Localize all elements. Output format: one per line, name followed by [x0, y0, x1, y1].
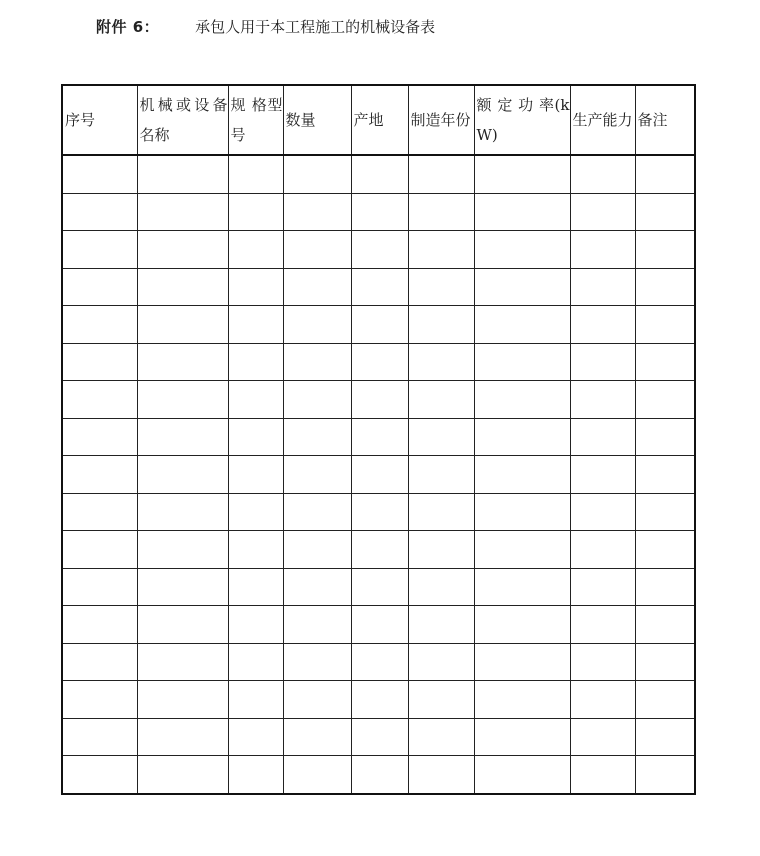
table-cell[interactable]	[62, 268, 137, 306]
table-body	[62, 155, 695, 794]
table-cell[interactable]	[137, 306, 228, 344]
table-cell[interactable]	[408, 568, 474, 606]
table-cell[interactable]	[62, 718, 137, 756]
table-cell[interactable]	[137, 643, 228, 681]
table-cell[interactable]	[283, 155, 351, 193]
table-cell[interactable]	[137, 193, 228, 231]
table-cell[interactable]	[283, 343, 351, 381]
table-cell[interactable]	[283, 756, 351, 794]
table-cell[interactable]	[474, 193, 570, 231]
table-cell[interactable]	[474, 493, 570, 531]
table-row	[62, 155, 695, 193]
table-cell[interactable]	[570, 343, 635, 381]
table-cell[interactable]	[228, 606, 283, 644]
table-cell[interactable]	[283, 531, 351, 569]
table-cell[interactable]	[283, 606, 351, 644]
table-cell[interactable]	[62, 418, 137, 456]
table-cell[interactable]	[570, 193, 635, 231]
table-cell[interactable]	[62, 531, 137, 569]
attachment-label: 附件 6：	[96, 17, 160, 36]
table-row	[62, 718, 695, 756]
table-cell[interactable]	[351, 231, 408, 269]
column-header-rated-power: 额 定 功 率(kW)	[474, 85, 570, 155]
table-cell[interactable]	[408, 306, 474, 344]
table-cell[interactable]	[635, 531, 695, 569]
table-row	[62, 381, 695, 419]
table-cell[interactable]	[62, 193, 137, 231]
column-header-equipment-name: 机械或设备名称	[137, 85, 228, 155]
table-cell[interactable]	[570, 381, 635, 419]
table-row	[62, 756, 695, 794]
table-cell[interactable]	[474, 343, 570, 381]
table-cell[interactable]	[137, 381, 228, 419]
table-row	[62, 493, 695, 531]
table-cell[interactable]	[228, 343, 283, 381]
column-header-capacity: 生产能力	[570, 85, 635, 155]
table-cell[interactable]	[228, 493, 283, 531]
table-cell[interactable]	[408, 681, 474, 719]
table-cell[interactable]	[408, 493, 474, 531]
table-cell[interactable]	[474, 231, 570, 269]
table-cell[interactable]	[62, 306, 137, 344]
table-cell[interactable]	[351, 531, 408, 569]
column-header-quantity: 数量	[283, 85, 351, 155]
table-cell[interactable]	[351, 756, 408, 794]
table-cell[interactable]	[351, 718, 408, 756]
table-cell[interactable]	[137, 343, 228, 381]
table-row	[62, 643, 695, 681]
table-cell[interactable]	[408, 531, 474, 569]
table-cell[interactable]	[228, 456, 283, 494]
table-cell[interactable]	[408, 456, 474, 494]
table-cell[interactable]	[283, 456, 351, 494]
table-cell[interactable]	[228, 643, 283, 681]
table-header-row	[62, 85, 695, 155]
table-cell[interactable]	[635, 231, 695, 269]
table-cell[interactable]	[408, 231, 474, 269]
table-cell[interactable]	[62, 606, 137, 644]
table-row	[62, 531, 695, 569]
table-cell[interactable]	[228, 381, 283, 419]
table-cell[interactable]	[635, 456, 695, 494]
table-name: 承包人用于本工程施工的机械设备表	[195, 17, 436, 36]
column-header-spec-model: 规 格型号	[228, 85, 283, 155]
table-cell[interactable]	[570, 231, 635, 269]
table-cell[interactable]	[228, 306, 283, 344]
table-cell[interactable]	[283, 231, 351, 269]
table-cell[interactable]	[62, 456, 137, 494]
table-cell[interactable]	[408, 268, 474, 306]
table-cell[interactable]	[228, 155, 283, 193]
table-cell[interactable]	[62, 568, 137, 606]
table-cell[interactable]	[137, 531, 228, 569]
table-cell[interactable]	[351, 193, 408, 231]
table-cell[interactable]	[635, 193, 695, 231]
table-cell[interactable]	[635, 568, 695, 606]
table-cell[interactable]	[351, 381, 408, 419]
table-cell[interactable]	[570, 268, 635, 306]
table-cell[interactable]	[408, 643, 474, 681]
table-cell[interactable]	[570, 606, 635, 644]
table-cell[interactable]	[570, 418, 635, 456]
table-row	[62, 268, 695, 306]
column-header-remarks: 备注	[635, 85, 695, 155]
table-cell[interactable]	[474, 381, 570, 419]
table-cell[interactable]	[283, 681, 351, 719]
table-row	[62, 343, 695, 381]
table-cell[interactable]	[635, 306, 695, 344]
table-cell[interactable]	[351, 568, 408, 606]
table-cell[interactable]	[228, 568, 283, 606]
table-cell[interactable]	[408, 343, 474, 381]
column-header-manufacture-year: 制造年份	[408, 85, 474, 155]
table-row	[62, 231, 695, 269]
table-cell[interactable]	[635, 155, 695, 193]
table-cell[interactable]	[635, 381, 695, 419]
table-cell[interactable]	[474, 155, 570, 193]
table-cell[interactable]	[474, 268, 570, 306]
table-cell[interactable]	[137, 456, 228, 494]
table-cell[interactable]	[62, 756, 137, 794]
table-cell[interactable]	[635, 718, 695, 756]
table-cell[interactable]	[351, 155, 408, 193]
table-cell[interactable]	[351, 343, 408, 381]
table-cell[interactable]	[570, 568, 635, 606]
table-cell[interactable]	[351, 456, 408, 494]
table-cell[interactable]	[62, 155, 137, 193]
table-cell[interactable]	[408, 155, 474, 193]
table-cell[interactable]	[474, 568, 570, 606]
table-cell[interactable]	[283, 718, 351, 756]
table-cell[interactable]	[62, 381, 137, 419]
table-cell[interactable]	[137, 268, 228, 306]
table-cell[interactable]	[62, 343, 137, 381]
table-cell[interactable]	[635, 268, 695, 306]
table-cell[interactable]	[228, 193, 283, 231]
table-row	[62, 456, 695, 494]
table-cell[interactable]	[351, 606, 408, 644]
table-cell[interactable]	[137, 718, 228, 756]
table-cell[interactable]	[137, 493, 228, 531]
table-cell[interactable]	[408, 418, 474, 456]
table-cell[interactable]	[408, 756, 474, 794]
table-cell[interactable]	[635, 643, 695, 681]
table-cell[interactable]	[474, 756, 570, 794]
table-cell[interactable]	[351, 493, 408, 531]
table-cell[interactable]	[635, 418, 695, 456]
document-title	[96, 14, 435, 38]
table-cell[interactable]	[570, 306, 635, 344]
table-cell[interactable]	[408, 606, 474, 644]
table-row	[62, 568, 695, 606]
table-cell[interactable]	[570, 681, 635, 719]
table-cell[interactable]	[408, 718, 474, 756]
table-cell[interactable]	[283, 306, 351, 344]
table-cell[interactable]	[283, 568, 351, 606]
table-cell[interactable]	[283, 381, 351, 419]
table-cell[interactable]	[570, 456, 635, 494]
table-cell[interactable]	[635, 681, 695, 719]
table-cell[interactable]	[570, 531, 635, 569]
table-row	[62, 681, 695, 719]
table-cell[interactable]	[635, 493, 695, 531]
table-cell[interactable]	[351, 418, 408, 456]
table-cell[interactable]	[474, 306, 570, 344]
table-cell[interactable]	[570, 643, 635, 681]
table-cell[interactable]	[570, 493, 635, 531]
table-cell[interactable]	[635, 756, 695, 794]
table-cell[interactable]	[474, 531, 570, 569]
equipment-table	[61, 84, 696, 795]
table-cell[interactable]	[351, 268, 408, 306]
table-cell[interactable]	[283, 193, 351, 231]
table-cell[interactable]	[283, 493, 351, 531]
table-cell[interactable]	[62, 493, 137, 531]
table-cell[interactable]	[474, 456, 570, 494]
table-cell[interactable]	[283, 643, 351, 681]
table-row	[62, 606, 695, 644]
table-cell[interactable]	[283, 268, 351, 306]
table-cell[interactable]	[137, 155, 228, 193]
table-cell[interactable]	[635, 343, 695, 381]
table-row	[62, 418, 695, 456]
table-cell[interactable]	[137, 568, 228, 606]
table-cell[interactable]	[228, 681, 283, 719]
table-cell[interactable]	[228, 756, 283, 794]
table-cell[interactable]	[228, 718, 283, 756]
table-cell[interactable]	[62, 681, 137, 719]
table-cell[interactable]	[474, 718, 570, 756]
table-cell[interactable]	[408, 381, 474, 419]
column-header-origin: 产地	[351, 85, 408, 155]
table-cell[interactable]	[351, 306, 408, 344]
column-header-serial-number: 序号	[62, 85, 137, 155]
table-cell[interactable]	[137, 681, 228, 719]
table-cell[interactable]	[474, 606, 570, 644]
table-cell[interactable]	[62, 231, 137, 269]
table-cell[interactable]	[570, 718, 635, 756]
table-cell[interactable]	[137, 231, 228, 269]
table-cell[interactable]	[228, 531, 283, 569]
table-row	[62, 306, 695, 344]
table-cell[interactable]	[474, 643, 570, 681]
table-cell[interactable]	[137, 756, 228, 794]
table-row	[62, 193, 695, 231]
table-cell[interactable]	[62, 643, 137, 681]
table-cell[interactable]	[351, 643, 408, 681]
table-cell[interactable]	[228, 268, 283, 306]
table-cell[interactable]	[635, 606, 695, 644]
table-cell[interactable]	[351, 681, 408, 719]
table-cell[interactable]	[474, 681, 570, 719]
table-cell[interactable]	[137, 418, 228, 456]
table-cell[interactable]	[474, 418, 570, 456]
table-cell[interactable]	[570, 155, 635, 193]
table-cell[interactable]	[408, 193, 474, 231]
table-cell[interactable]	[570, 756, 635, 794]
table-cell[interactable]	[137, 606, 228, 644]
table-cell[interactable]	[228, 418, 283, 456]
table-cell[interactable]	[283, 418, 351, 456]
table-cell[interactable]	[228, 231, 283, 269]
